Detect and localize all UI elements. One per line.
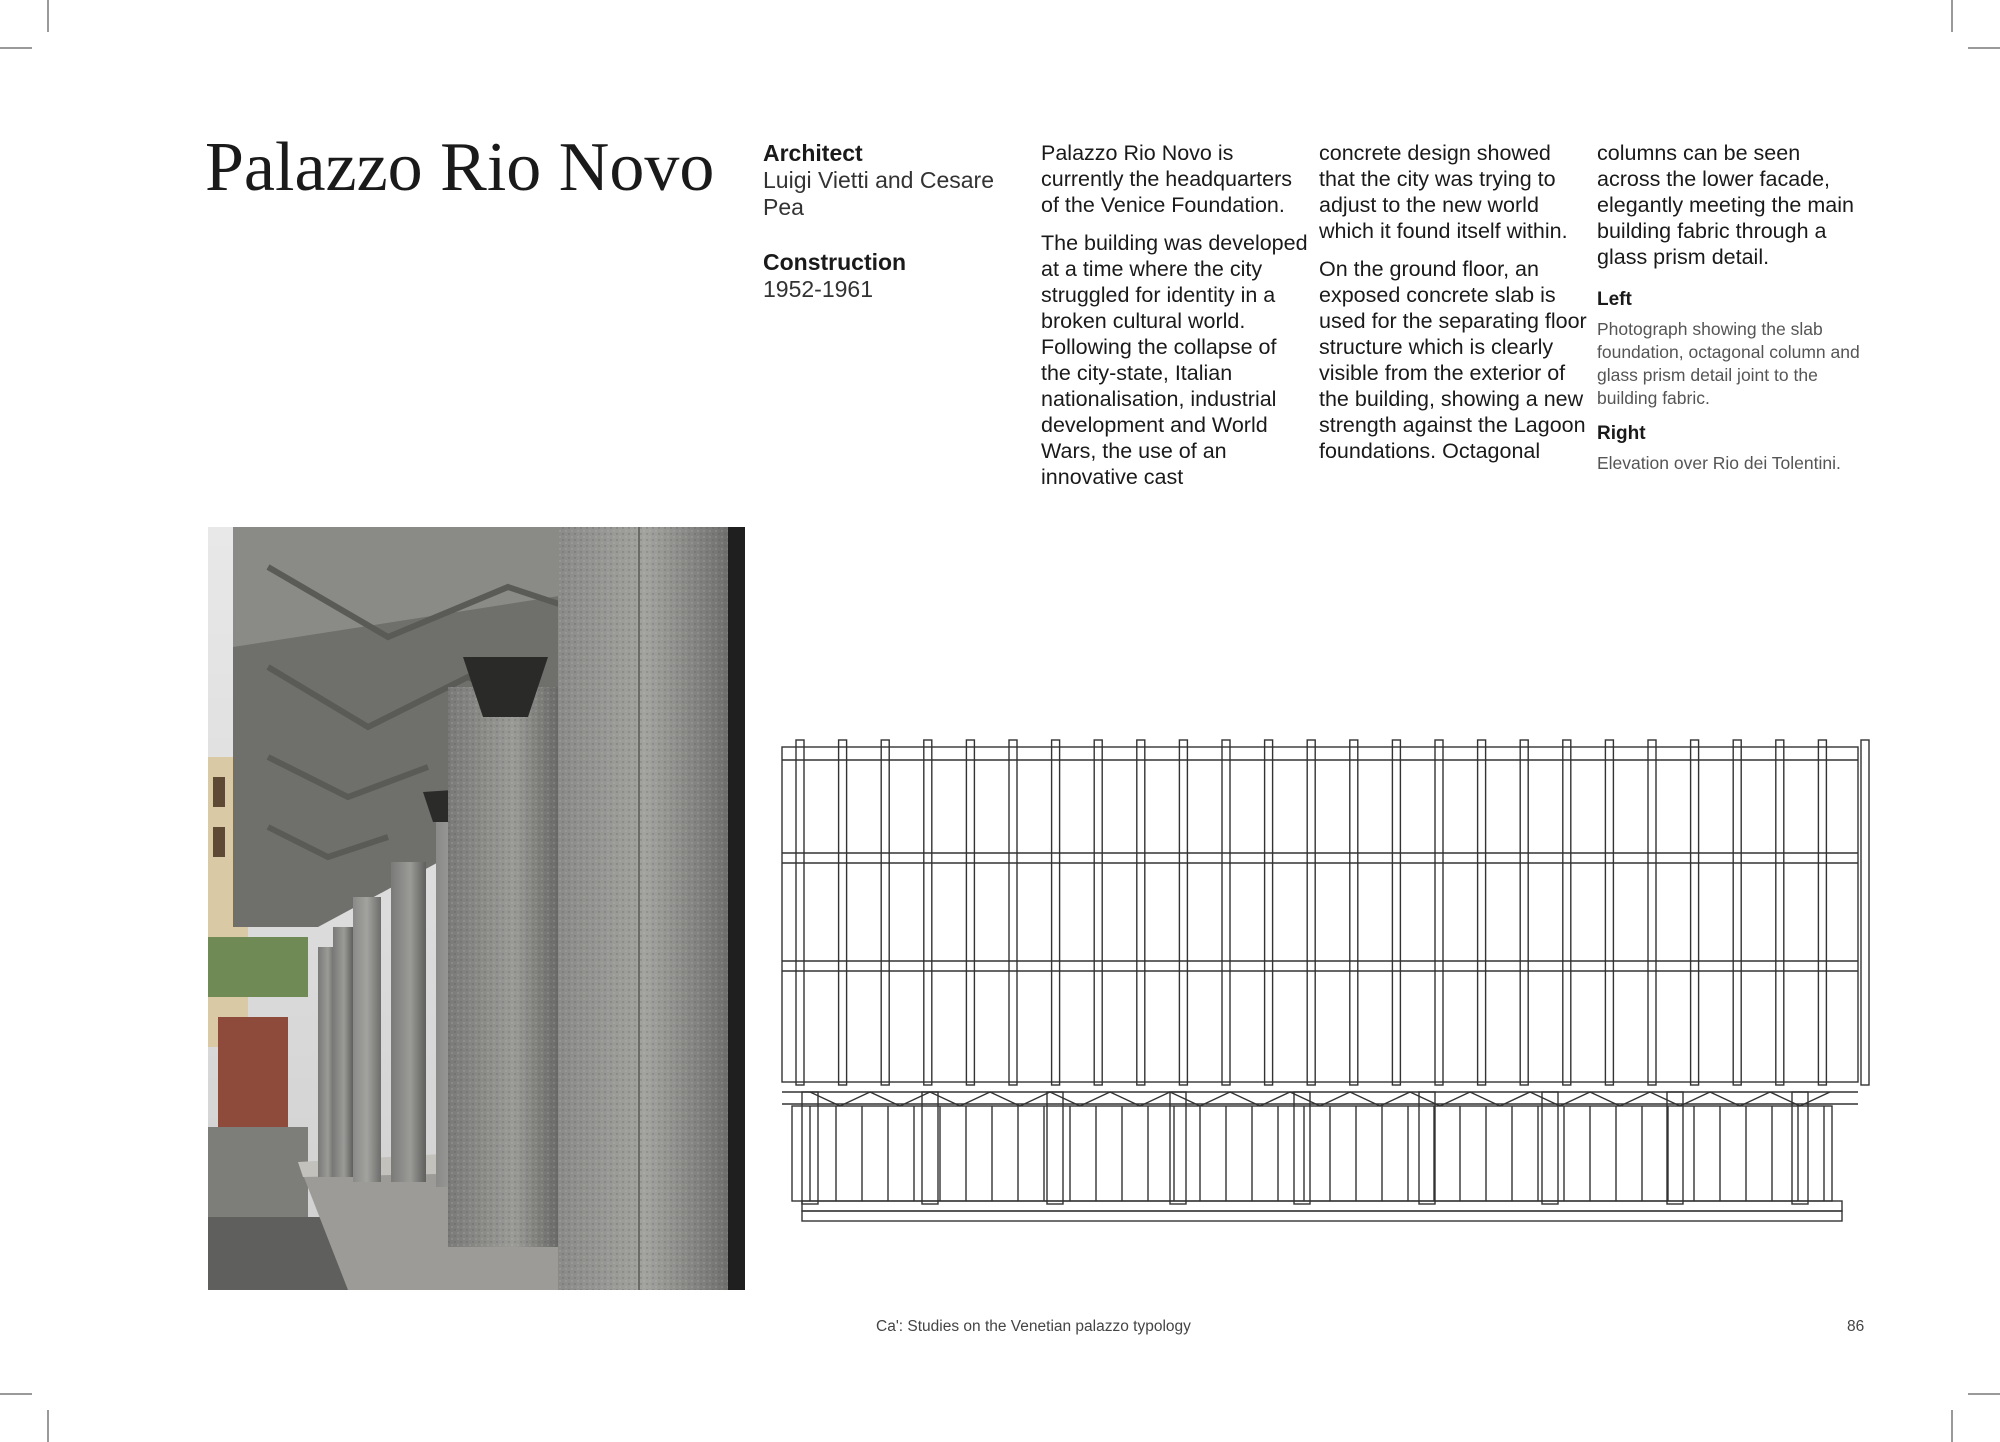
crop-mark — [1968, 47, 2000, 49]
facade-fin — [1392, 740, 1400, 1085]
crop-mark — [1968, 1393, 2000, 1395]
facade-frame — [782, 747, 1858, 1082]
facade-fin — [1776, 740, 1784, 1085]
crop-mark — [0, 47, 32, 49]
facade-fin — [1648, 740, 1656, 1085]
column — [1792, 1092, 1808, 1204]
facade-fin — [1733, 740, 1741, 1085]
colonnade-photo — [208, 527, 745, 1290]
page-number: 86 — [1847, 1318, 1865, 1335]
base-slab — [802, 1201, 1842, 1211]
facade-fin — [1265, 740, 1273, 1085]
architect-value: Luigi Vietti and Cesare Pea — [763, 167, 994, 220]
crop-mark — [47, 1410, 49, 1442]
facade-fin — [796, 740, 804, 1085]
crop-mark — [1951, 0, 1953, 32]
text-column-1 — [1041, 140, 1309, 502]
facade-fin — [1435, 740, 1443, 1085]
ground-floor-glazing — [792, 1106, 1832, 1201]
crop-mark — [1951, 1410, 1953, 1442]
crop-mark — [47, 0, 49, 32]
running-title: Ca': Studies on the Venetian palazzo typology — [876, 1318, 1191, 1335]
body-paragraph: On the ground floor, an exposed concrete slab is used for the separating floor structure which is clearly visible from the exterior of the building, showing a new strength against the Lagoon foundations. Octagonal — [1319, 257, 1587, 463]
construction-label: Construction — [763, 249, 907, 275]
facade-fin — [1009, 740, 1017, 1085]
crop-mark — [0, 1393, 32, 1395]
architect-label: Architect — [763, 140, 863, 166]
facade-fin — [1605, 740, 1613, 1085]
column — [1667, 1092, 1683, 1204]
column — [1047, 1092, 1063, 1204]
column — [1294, 1092, 1310, 1204]
facade-fin — [1137, 740, 1145, 1085]
caption-right-label: Right — [1597, 423, 1646, 444]
facade-fin — [1307, 740, 1315, 1085]
column — [1542, 1092, 1558, 1204]
column — [922, 1092, 938, 1204]
base-slab — [802, 1211, 1842, 1221]
body-paragraph: concrete design showed that the city was trying to adjust to the new world which it found itself within. — [1319, 141, 1568, 243]
facade-fin — [924, 740, 932, 1085]
facade-fin — [1861, 740, 1869, 1085]
page-title: Palazzo Rio Novo — [205, 129, 715, 206]
facade-fin — [1478, 740, 1486, 1085]
body-paragraph: The building was developed at a time where the city struggled for identity in a broken cultural world. Following the collapse of the city-state, Italian nationalisation, industrial development and World Wars, the use of an innovative cast — [1041, 231, 1308, 489]
elevation-drawing — [770, 730, 1870, 1230]
facade-fin — [1222, 740, 1230, 1085]
body-paragraph: columns can be seen across the lower facade, elegantly meeting the main building fabric through a glass prism detail. — [1597, 141, 1854, 269]
text-column-3 — [1597, 140, 1865, 487]
facade-fin — [881, 740, 889, 1085]
construction-value: 1952-1961 — [763, 276, 873, 302]
facade-fin — [1094, 740, 1102, 1085]
facade-fin — [1818, 740, 1826, 1085]
facade-fin — [1520, 740, 1528, 1085]
caption-left-text: Photograph showing the slab foundation, octagonal column and glass prism detail joint to the building fabric. — [1597, 319, 1860, 408]
facade-fin — [1179, 740, 1187, 1085]
caption-left-label: Left — [1597, 289, 1632, 310]
facade-fin — [966, 740, 974, 1085]
project-meta — [763, 140, 1013, 303]
facade-fin — [1052, 740, 1060, 1085]
column — [1170, 1092, 1186, 1204]
facade-fin — [1563, 740, 1571, 1085]
facade-fin — [1350, 740, 1358, 1085]
text-column-2 — [1319, 140, 1587, 476]
caption-right-text: Elevation over Rio dei Tolentini. — [1597, 453, 1841, 473]
facade-fin — [839, 740, 847, 1085]
column — [1419, 1092, 1435, 1204]
facade-fin — [1691, 740, 1699, 1085]
body-paragraph: Palazzo Rio Novo is currently the headquarters of the Venice Foundation. — [1041, 141, 1292, 217]
